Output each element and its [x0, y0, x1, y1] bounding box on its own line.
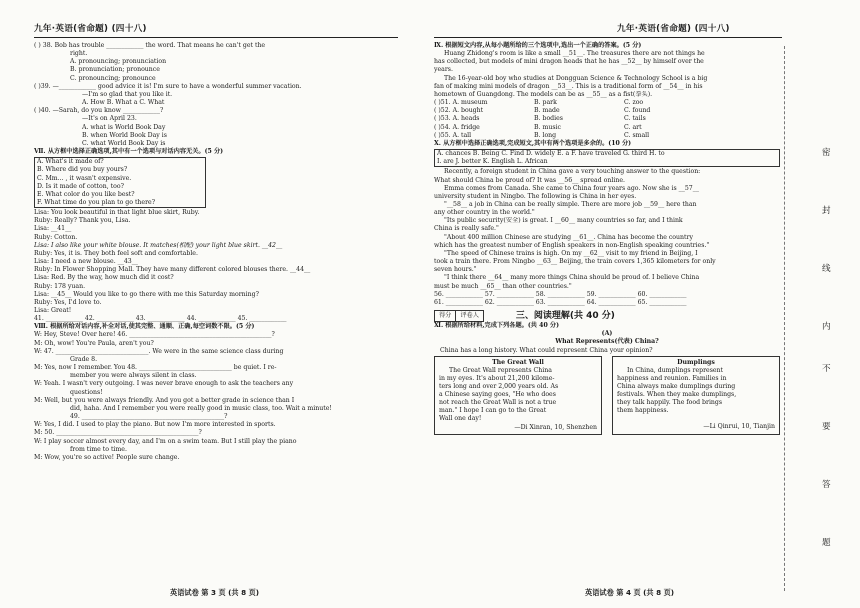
reading-title: What Represents(代表) China?: [555, 338, 659, 346]
option-row: [434, 107, 780, 115]
column-line: The Great Wall represents China: [449, 366, 552, 374]
passage-line: Recently, a foreign student in China gave a very touching answer to the question:: [444, 168, 701, 176]
column-line: In China, dumplings represent: [627, 366, 724, 374]
dialogue-line: Lisa: I also like your white blouse. It matches(相配) your light blue skirt. __42__: [34, 241, 283, 249]
option-choice: ( )53. A. heads: [434, 115, 480, 123]
section-9-passage: [434, 50, 780, 99]
dialogue-line: W: Yeah. I wasn't very outgoing. I was never brave enough to ask the teachers any: [34, 380, 294, 388]
passage-line: hometown of Guangdong. The models can be as __55__ as a fist(拳头).: [434, 90, 653, 98]
dumplings-author: —Li Qinrui, 10, Tianjin: [703, 423, 775, 431]
footer-left: 英语试卷 第 3 页 (共 8 页): [170, 588, 260, 597]
passage-line: took a train there. From Ningbo __63__ Beijing, the train covers 1,365 kilometers for only: [434, 258, 716, 266]
option-choice: C. zoo: [624, 99, 644, 107]
question-line: B. when World Book Day is: [82, 131, 167, 139]
score-label: 得分: [435, 311, 456, 321]
dialogue-line: Lisa: Great!: [34, 307, 72, 314]
option-choice: ( )55. A. tall: [434, 131, 472, 139]
header-rule: [34, 37, 398, 38]
section-8-dialogue: [34, 331, 400, 462]
dialogue-line: Lisa: You look beautiful in that light blue skirt, Ruby.: [34, 209, 200, 217]
questions-38-40: [34, 42, 400, 148]
column-line: festivals. When they make dumplings,: [617, 391, 737, 399]
passage-line: which has the greatest number of English speakers in non-English speaking countries.": [434, 241, 710, 249]
section-9-title: Ⅸ. 根据短文内容,从每小题所给的三个选项中,选出一个正确的答案。(5 分): [434, 42, 642, 49]
dialogue-line: 41. ____________ 42. ____________ 43. ____________ 44. ____________ 45. ____________: [34, 315, 287, 323]
question-line: —I'm so glad that you like it.: [82, 90, 173, 98]
dialogue-line: M: Yes, now I remember. You 48. ______________________________ be quiet. I re-: [34, 364, 277, 372]
option-choice: ( )51. A. museum: [434, 99, 488, 107]
dialogue-line: M: Oh, wow! You're Paula, aren't you?: [34, 339, 154, 347]
page-3: [0, 0, 402, 608]
section-11-title: Ⅺ. 根据所给材料,完成下列各题。(共 40 分): [434, 322, 560, 330]
left-content: [34, 42, 400, 462]
passage-line: "The speed of Chinese trains is high. On my __62__ visit to my friend in Beijing, I: [444, 249, 698, 257]
passage-line: Emma comes from Canada. She came to China four years ago. Now she is __57__: [444, 184, 699, 192]
section-7-dialogue: [34, 209, 400, 323]
option-row: [434, 115, 780, 123]
great-wall-author: —Di Xinran, 10, Shenzhen: [514, 423, 597, 431]
option-choice: ( )54. A. fridge: [434, 123, 480, 131]
option-line: E. What color do you like best?: [37, 190, 135, 198]
right-content: [434, 42, 780, 435]
dialogue-line: Ruby: 178 yuan.: [34, 282, 86, 290]
seal-line-char: 密: [822, 148, 831, 158]
option-choice: B. long: [534, 131, 557, 139]
dialogue-line: member you were always silent in class.: [70, 372, 197, 380]
passage-line: 56. ____________ 57. ____________ 58. ____________ 59. ____________ 60. ____________: [434, 290, 687, 298]
question-line: ( )40. —Sarah, do you know ____________?: [34, 107, 164, 115]
question-line: right.: [70, 50, 88, 58]
dialogue-line: W: I play soccer almost every day, and I'm on a swim team. But I still play the piano: [34, 437, 297, 445]
column-line: not reach the Great Wall is not a true: [439, 399, 557, 407]
option-line: D. Is it made of cotton, too?: [37, 182, 124, 190]
question-line: C. what World Book Day is: [82, 139, 166, 147]
score-box: [434, 310, 484, 322]
dialogue-line: W: Hey, Steve! Over here! 46. ______________________________________________?: [34, 331, 275, 339]
dialogue-line: W: 47. ______________________________. We were in the same science class during: [34, 347, 284, 355]
question-line: A. How B. What a C. What: [82, 99, 165, 107]
option-line: I. are J. better K. English L. African: [437, 158, 548, 166]
dialogue-line: M: 50. ______________________________________________?: [34, 429, 202, 437]
dialogue-line: M: Wow, you're so active! People sure change.: [34, 453, 180, 461]
passage-line: Huang Zhidong's room is like a small __51__. The treasures there are not things he: [444, 50, 705, 58]
great-wall-title: The Great Wall: [492, 358, 544, 366]
option-line: B. Where did you buy yours?: [37, 166, 128, 174]
column-line: happiness and reunion. Families in: [617, 374, 727, 382]
column-line: China always make dumplings during: [617, 383, 736, 391]
dialogue-line: did, haha. And I remember you were really good in music class, too. Wait a minute!: [70, 404, 332, 412]
column-line: ters long and over 2,000 years old. As: [439, 383, 559, 391]
passage-line: China is really safe.": [434, 225, 499, 233]
section-10-title: Ⅹ. 从方框中选择正确选项,完成短文,其中有两个选项是多余的。(10 分): [434, 139, 632, 147]
dialogue-line: W: Yes, I did. I used to play the piano. But now I'm more interested in sports.: [34, 421, 276, 429]
seal-line-char: 题: [822, 538, 831, 548]
grader-label: 评卷人: [460, 312, 479, 319]
passage-line: "I think there __64__ many more things China should be proud of. I believe China: [444, 274, 700, 282]
passage-line: "Its public security(安全) is great. I __60__ many countries so far, and I think: [444, 217, 683, 225]
passage-line: 61. ____________ 62. ____________ 63. ____________ 64. ____________ 65. ____________: [434, 298, 687, 306]
section-10-option-box: [434, 149, 780, 167]
option-choice: C. tails: [624, 115, 646, 123]
dialogue-line: Grade 8.: [70, 355, 98, 363]
section-9-options: [434, 99, 780, 140]
dialogue-line: from time to time.: [70, 445, 127, 453]
dialogue-line: 49. ______________________________________________?: [70, 413, 228, 421]
section-3-title: 三、阅读理解(共 40 分): [515, 311, 615, 321]
option-row: [434, 124, 780, 132]
passage-line: seven hours.": [434, 266, 477, 274]
option-choice: C. art: [624, 123, 642, 131]
option-line: A. chances B. Being C. Find D. widely E. a F. have traveled G. third H. to: [437, 150, 665, 158]
seal-line-char: 答: [822, 480, 831, 490]
section-10-passage: [434, 168, 780, 307]
footer-right: 英语试卷 第 4 页 (共 8 页): [585, 588, 675, 597]
passage-line: "About 400 million Chinese are studying __61__. China has become the country: [444, 233, 693, 241]
dumplings-box: [612, 356, 780, 435]
question-line: A. what is World Book Day: [82, 123, 166, 131]
option-choice: B. bodies: [534, 115, 563, 123]
column-line: Wall one day!: [439, 415, 482, 423]
option-choice: B. music: [534, 123, 561, 131]
passage-line: any other country in the world.": [434, 209, 535, 217]
page-4: [402, 0, 860, 608]
column-line: a Chinese saying goes, "He who does: [439, 391, 556, 399]
seal-line-char: 线: [822, 264, 831, 274]
header-rule: [434, 37, 782, 38]
section-8-title: Ⅷ. 根据所给对话内容,补全对话,使其完整、通顺、正确,每空词数不限。(5 分): [34, 323, 255, 331]
dialogue-line: Ruby: In Flower Shopping Mall. They have many different colored blouses there. __44__: [34, 266, 311, 274]
question-line: ( )39. —____________ good advice it is! I'm sure to have a wonderful summer vacation.: [34, 82, 302, 90]
dumplings-title: Dumplings: [677, 358, 715, 366]
option-row: [434, 132, 780, 140]
column-line: they talk happily. The food brings: [617, 399, 723, 407]
option-choice: ( )52. A. bought: [434, 107, 484, 115]
header-right: 九年·英语(省命题) (四十八): [617, 24, 730, 34]
dialogue-line: Ruby: Yes, I'd love to.: [34, 298, 102, 306]
passage-line: must be much __65__ than other countries.": [434, 282, 572, 290]
option-line: A. What's it made of?: [37, 158, 104, 166]
seal-line: [784, 46, 785, 591]
column-line: man." I hope I can go to the Great: [439, 407, 547, 415]
seal-line-char: 内: [822, 322, 831, 332]
seal-line-char: 要: [822, 422, 831, 432]
option-choice: C. small: [624, 131, 650, 139]
dialogue-line: M: Well, but you were always friendly. And you got a better grade in science than I: [34, 396, 295, 404]
option-choice: B. park: [534, 99, 557, 107]
section-7-option-box: [34, 157, 206, 208]
dialogue-line: Lisa: __45__ Would you like to go there with me this Saturday morning?: [34, 290, 259, 298]
dialogue-line: questions!: [70, 388, 103, 396]
seal-line-char: 不: [822, 364, 831, 374]
dialogue-line: Lisa: __41__: [34, 225, 72, 233]
passage-line: university student in Ningbo. The following is China in her eyes.: [434, 192, 637, 200]
dialogue-line: Lisa: I need a new blouse. __43__: [34, 258, 138, 266]
passage-line: The 16-year-old boy who studies at Dongguan Science & Technology School is a big: [444, 74, 708, 82]
option-line: C. Mm... , it wasn't expensive.: [37, 174, 132, 182]
column-line: them happiness.: [617, 407, 669, 415]
part-a-label: (A): [601, 330, 613, 338]
dialogue-line: Lisa: Red. By the way, how much did it cost?: [34, 274, 174, 282]
reading-intro: China has a long history. What could represent China your opinion?: [440, 346, 653, 354]
question-line: ( ) 38. Bob has trouble ____________ the word. That means he can't get the: [34, 42, 266, 49]
question-line: A. pronouncing; pronunciation: [70, 58, 167, 66]
binding-margin: [780, 36, 860, 596]
header-left: 九年·英语(省命题) (四十八): [34, 24, 147, 34]
passage-line: What should China be proud of? It was __56__ spread online.: [434, 176, 625, 184]
dialogue-line: Ruby: Really? Thank you, Lisa.: [34, 217, 131, 225]
passage-line: "__58__ a job in China can be really simple. There are more job __59__ here than: [444, 200, 697, 208]
question-line: —It's on April 23.: [82, 115, 137, 123]
passage-line: fan of making mini models of dragon __53__. This is a traditional form of __54__ in his: [434, 82, 703, 90]
dialogue-line: Ruby: Yes, it is. They both feel soft and comfortable.: [34, 249, 198, 257]
passage-line: years.: [434, 66, 453, 74]
passage-line: has collected, but models of mini dragon heads that he has __52__ by himself over the: [434, 58, 704, 66]
great-wall-text: [439, 367, 597, 424]
great-wall-box: [434, 356, 602, 435]
seal-line-char: 封: [822, 206, 831, 216]
dumplings-text: [617, 367, 775, 416]
option-row: [434, 99, 780, 107]
option-line: F. What time do you plan to go there?: [37, 198, 156, 206]
dialogue-line: Ruby: Cotton.: [34, 233, 78, 241]
column-line: in my eyes. It's about 21,200 kilome-: [439, 374, 555, 382]
option-choice: C. found: [624, 107, 651, 115]
option-choice: B. made: [534, 107, 560, 115]
section-3-heading-row: [434, 310, 780, 322]
question-line: B. pronunciation; pronounce: [70, 66, 160, 74]
section-7-title: Ⅶ. 从方框中选择正确选项,其中有一个选项与对话内容无关。(5 分): [34, 148, 224, 156]
question-line: C. pronouncing; pronounce: [70, 74, 156, 82]
reading-columns: [434, 356, 780, 435]
